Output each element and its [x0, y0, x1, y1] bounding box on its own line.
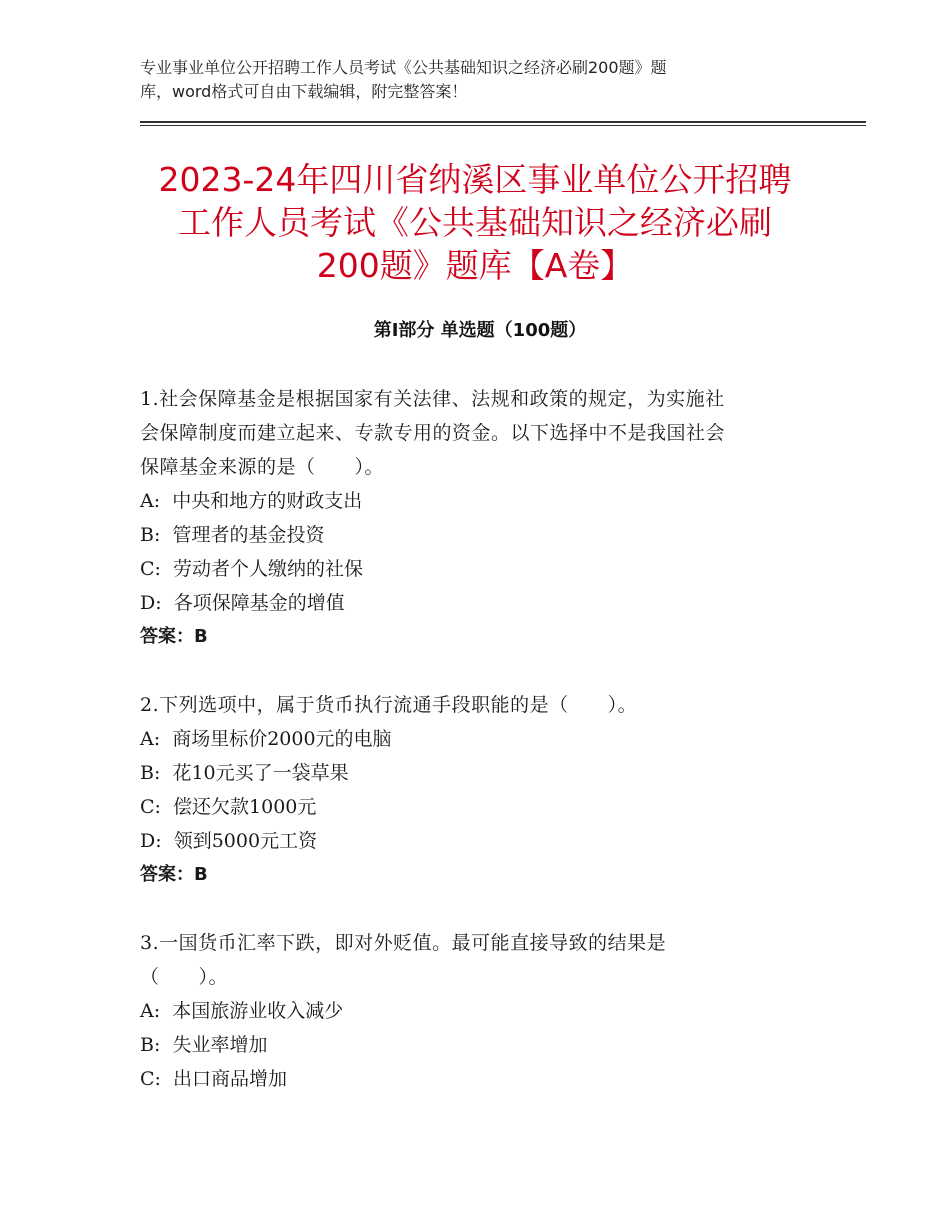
document-header: [140, 56, 780, 104]
answer: 答案：B: [140, 626, 208, 647]
title-line-1: 2023-24年四川省纳溪区事业单位公开招聘: [158, 160, 792, 199]
option-b: B: 管理者的基金投资: [140, 524, 325, 546]
header-divider-thick: [140, 121, 866, 123]
option-a: A: 商场里标价2000元的电脑: [140, 728, 392, 750]
option-a: A: 中央和地方的财政支出: [140, 490, 363, 512]
question-list: [140, 382, 800, 1130]
section-title: 第Ⅰ部分 单选题（100题）: [373, 320, 587, 341]
header-line-2: 库，word格式可自由下载编辑，附完整答案！: [140, 82, 468, 101]
option-d: D: 领到5000元工资: [140, 830, 318, 852]
option-b: B: 花10元买了一袋草果: [140, 762, 349, 784]
option-d: D: 各项保障基金的增值: [140, 592, 345, 614]
option-c: C: 偿还欠款1000元: [140, 796, 317, 818]
question-stem-line: 1.社会保障基金是根据国家有关法律、法规和政策的规定，为实施社: [140, 388, 725, 410]
option-c: C: 劳动者个人缴纳的社保: [140, 558, 364, 580]
question-stem-line: 3.一国货币汇率下跌，即对外贬值。最可能直接导致的结果是: [140, 932, 667, 954]
question-2: [140, 688, 800, 892]
option-c: C: 出口商品增加: [140, 1068, 288, 1090]
question-stem-line: 2.下列选项中，属于货币执行流通手段职能的是（ ）。: [140, 694, 638, 716]
question-stem-line: 保障基金来源的是（ ）。: [140, 456, 385, 478]
document-title: [120, 158, 830, 287]
header-divider-thin: [140, 125, 866, 126]
question-3: [140, 926, 800, 1096]
question-stem-line: 会保障制度而建立起来、专款专用的资金。以下选择中不是我国社会: [140, 422, 726, 444]
option-b: B: 失业率增加: [140, 1034, 268, 1056]
question-stem-line: （ ）。: [140, 966, 229, 988]
option-a: A: 本国旅游业收入减少: [140, 1000, 344, 1022]
question-1: [140, 382, 800, 654]
title-line-3: 200题》题库【A卷】: [316, 246, 634, 285]
answer: 答案：B: [140, 864, 208, 885]
title-line-2: 工作人员考试《公共基础知识之经济必刷: [178, 203, 772, 242]
header-line-1: 专业事业单位公开招聘工作人员考试《公共基础知识之经济必刷200题》题: [140, 58, 667, 77]
